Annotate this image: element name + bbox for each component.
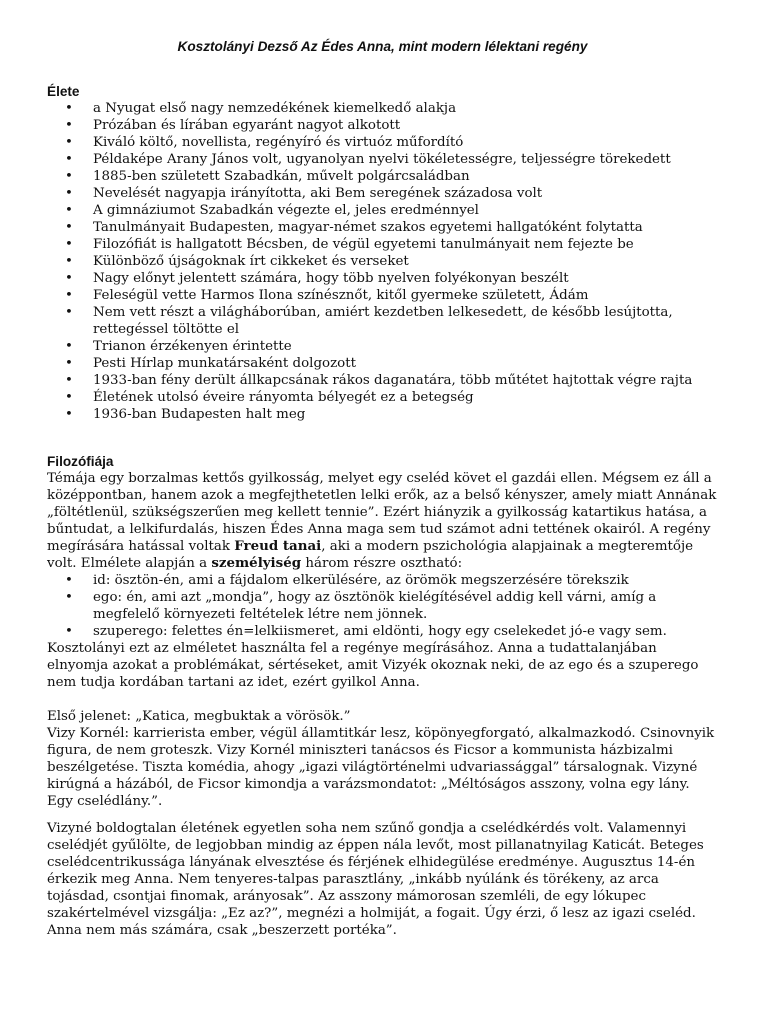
paragraph-theme — [47, 470, 718, 572]
list-item: • Különböző újságoknak írt cikkeket és verseket — [47, 253, 718, 270]
text-run: három részre osztható: — [301, 556, 463, 571]
list-item: • Életének utolsó éveire rányomta bélyegét ez a betegség — [47, 389, 718, 406]
text-run: Témája egy borzalmas kettős gyilkosság, melyet egy cseléd követ el gazdái ellen. Mégsem ez áll a középpontban, hanem azok a megfejthetetlen lelki erők, az a belső kényszer, amely miatt Annának „föltétlenül, szükségszerűen meg kellett tennie”. Ezért hiányzik a gyilkosság katartikus hatása, a bűntudat, a lelkifurdalás, hiszen Édes Anna maga sem tud számot adni tettének okairól. A regény megírására hatással voltak — [47, 471, 717, 554]
paragraph-kosztolanyi: Kosztolányi ezt az elméletet használta fel a regénye megírásához. Anna a tudattalanjában elnyomja azokat a problémákat, sértéseket, amit Vizyék okoznak neki, de az ego és a szuperego nem tudja kordában tartani az idet, ezért gyilkol Anna. — [47, 641, 699, 690]
list-item: • 1936-ban Budapesten halt meg — [47, 406, 718, 423]
paragraph-first-scene-line: Első jelenet: „Katica, megbuktak a vörösök.” — [47, 709, 351, 724]
list-item: • Trianon érzékenyen érintette — [47, 338, 718, 355]
list-item: • 1885-ben született Szabadkán, művelt polgárcsaládban — [47, 168, 718, 185]
bullet-list-elete — [47, 100, 718, 423]
list-item: • Prózában és lírában egyaránt nagyot alkotott — [47, 117, 718, 134]
list-item: • id: ösztön-én, ami a fájdalom elkerülésére, az örömök megszerzésére törekszik — [47, 572, 718, 589]
list-item: • A gimnáziumot Szabadkán végezte el, jeles eredménnyel — [47, 202, 718, 219]
bold-szemelyiseg: személyiség — [211, 555, 302, 571]
list-item: • Filozófiát is hallgatott Bécsben, de végül egyetemi tanulmányait nem fejezte be — [47, 236, 718, 253]
list-item: • szuperego: felettes én=lelkiismeret, ami eldönti, hogy egy cselekedet jó-e vagy sem. — [47, 623, 718, 640]
list-item: • Kiváló költő, novellista, regényíró és virtuóz műfordító — [47, 134, 718, 151]
list-item: • Feleségül vette Harmos Ilona színésznőt, kitől gyermeke született, Ádám — [47, 287, 718, 304]
text-run: , aki a modern pszichológia alapjainak a megteremtője volt. Elmélete alapján a — [47, 539, 694, 571]
section-filozofia — [47, 453, 718, 939]
section-heading-elete: Élete — [47, 84, 80, 99]
bold-freud: Freud tanai — [234, 538, 322, 554]
list-item: • Tanulmányait Budapesten, magyar-német szakos egyetemi hallgatóként folytatta — [47, 219, 718, 236]
list-item: • Nagy előnyt jelentett számára, hogy több nyelven folyékonyan beszélt — [47, 270, 718, 287]
list-item: • a Nyugat első nagy nemzedékének kiemelkedő alakja — [47, 100, 718, 117]
list-item: • Pesti Hírlap munkatársaként dolgozott — [47, 355, 718, 372]
list-item: • Példaképe Arany János volt, ugyanolyan nyelvi tökéletességre, teljességre törekedett — [47, 151, 718, 168]
paragraph-vizy-kornel: Vizy Kornél: karrierista ember, végül államtitkár lesz, köpönyegforgató, alkalmazkodó. Csinovnyik figura, de nem groteszk. Vizy Kornél miniszteri tanácsos és Ficsor a kommunista házbizalmi beszélgetése. Tiszta komédia, ahogy „igazi világtörténelmi udvariassággal” társalognak. Vizyné kirúgná a házából, de Ficsor kimondja a varázsmondatot: „Méltóságos asszony, volna egy lány. Egy cselédlány.”. — [47, 726, 715, 809]
document-title: Kosztolányi Dezső Az Édes Anna, mint modern lélektani regény — [177, 39, 588, 54]
bullet-list-freud — [47, 572, 718, 640]
list-item: • ego: én, ami azt „mondja”, hogy az ösztönök kielégítésével addig kell várni, amíg a megfelelő környezeti feltételek létre nem jönnek. — [47, 589, 718, 623]
list-item: • Nevelését nagyapja irányította, aki Bem seregének századosa volt — [47, 185, 718, 202]
list-item: • Nem vett részt a világháborúban, amiért kezdetben lelkesedett, de később lesújtotta, rettegéssel töltötte el — [47, 304, 718, 338]
paragraph-vizyne: Vizyné boldogtalan életének egyetlen soha nem szűnő gondja a cselédkérdés volt. Valamennyi cselédjét gyűlölte, de legjobban mindig az éppen nála levőt, most pillanatnyilag Katicát. Beteges cselédcentrikussága lányának elvesztése és férjének elhidegülése eredménye. Augusztus 14-én érkezik meg Anna. Nem tenyeres-talpas parasztlány, „inkább nyúlánk és törékeny, az arca tojásdad, csontjai finomak, arányosak”. Az asszony mámorosan szemléli, de egy lókupec szakértelmével vizsgálja: „Ez az?”, megnézi a holmiját, a fogait. Úgy érzi, ő lesz az igazi cseléd. Anna nem más számára, csak „beszerzett portéka”. — [47, 821, 704, 938]
list-item: • 1933-ban fény derült állkapcsának rákos daganatára, több műtétet hajtottak végre rajta — [47, 372, 718, 389]
section-heading-filozofia: Filozófiája — [47, 454, 114, 469]
section-elete — [47, 83, 718, 423]
